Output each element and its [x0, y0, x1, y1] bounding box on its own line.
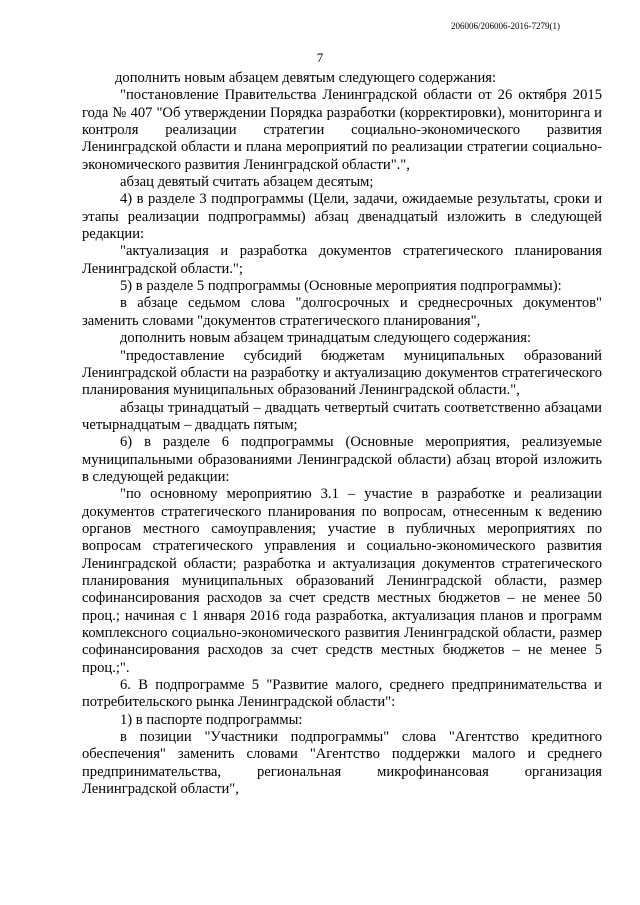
paragraph-quote: "по основному мероприятию 3.1 – участие в разработке и реализации документов стратегического планирования по вопросам, отнесенным к ведению органов местного самоуправления; участие в публичных мероприятиях по вопросам стратегического управления и социально-экономического развития Ленинградской области; разработка и актуализация документов стратегического планирования муниципальных образований Ленинградской области, размер софинансирования расходов за счет средств местных бюджетов – не менее 50 проц.; начиная с 1 января 2016 года разработка, актуализация планов и программ комплексного социально-экономического развития Ленинградской области, размер софинансирования расходов за счет средств местных бюджетов – не менее 5 проц.;".: [82, 486, 602, 676]
paragraph: 6. В подпрограмме 5 "Развитие малого, среднего предпринимательства и потребительского рынка Ленинградской области":: [82, 677, 602, 711]
paragraph: в позиции "Участники подпрограммы" слова "Агентство кредитного обеспечения" заменить словами "Агентство поддержки малого и среднего предпринимательства, региональная микрофинансовая организация Ленинградской области",: [82, 729, 602, 798]
page-number: 7: [316, 50, 324, 65]
paragraph-quote: "предоставление субсидий бюджетам муниципальных образований Ленинградской области на разработку и актуализацию документов стратегического планирования муниципальных образований Ленинградской области.",: [82, 347, 602, 399]
paragraph: дополнить новым абзацем девятым следующего содержания:: [115, 70, 497, 86]
document-id: 206006/206006-2016-7279(1): [451, 21, 560, 31]
paragraph: абзац девятый считать абзацем десятым;: [120, 174, 374, 191]
document-body: [82, 70, 602, 798]
paragraph: 1) в паспорте подпрограммы:: [120, 711, 303, 728]
paragraph: 4) в разделе 3 подпрограммы (Цели, задачи, ожидаемые результаты, сроки и этапы реализации подпрограммы) абзац двенадцатый изложить в следующей редакции:: [82, 191, 602, 243]
paragraph-quote: "постановление Правительства Ленинградской области от 26 октября 2015 года № 407 "Об утверждении Порядка разработки (корректировки), мониторинга и контроля реализации стратегии социально-экономического развития Ленинградской области и плана мероприятий по реализации стратегии социально-экономического развития Ленинградской области".",: [82, 87, 602, 173]
paragraph: 6) в разделе 6 подпрограммы (Основные мероприятия, реализуемые муниципальными образованиями Ленинградской области) абзац второй изложить в следующей редакции:: [82, 434, 602, 485]
paragraph: абзацы тринадцатый – двадцать четвертый считать соответственно абзацами четырнадцатым – двадцать пятым;: [82, 399, 602, 433]
paragraph: дополнить новым абзацем тринадцатым следующего содержания:: [120, 330, 532, 347]
paragraph: в абзаце седьмом слова "долгосрочных и среднесрочных документов" заменить словами "документов стратегического планирования",: [82, 295, 602, 329]
paragraph-quote: "актуализация и разработка документов стратегического планирования Ленинградской области.";: [82, 243, 602, 277]
paragraph: 5) в разделе 5 подпрограммы (Основные мероприятия подпрограммы):: [120, 278, 562, 295]
